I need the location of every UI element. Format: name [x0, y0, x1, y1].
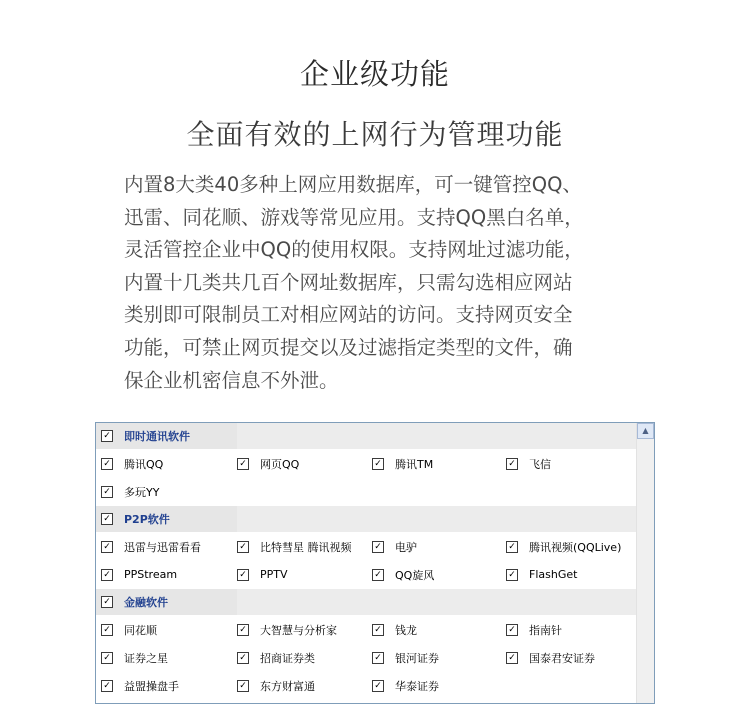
app-label: 东方财富通 — [260, 679, 315, 693]
app-item[interactable] — [372, 644, 439, 671]
app-row — [96, 644, 636, 672]
description-line: 类别即可限制员工对相应网站的访问。支持网页安全 — [124, 303, 573, 327]
app-checkbox[interactable]: ✓ — [506, 541, 518, 553]
vertical-scrollbar[interactable] — [636, 423, 654, 703]
app-item[interactable] — [372, 616, 417, 643]
app-label: 银河证券 — [395, 651, 439, 665]
app-item[interactable] — [237, 644, 315, 671]
app-checkbox[interactable]: ✓ — [237, 541, 249, 553]
category-label: 金融软件 — [124, 596, 168, 609]
app-label: 比特彗星 腾讯视频 — [260, 540, 352, 554]
app-checkbox[interactable]: ✓ — [237, 624, 249, 636]
category-header-fill — [237, 589, 636, 615]
app-item[interactable] — [372, 450, 433, 477]
app-row — [96, 672, 636, 700]
app-label: 钱龙 — [395, 623, 417, 637]
category-checkbox[interactable]: ✓ — [101, 430, 113, 442]
app-label: QQ旋风 — [395, 568, 435, 582]
app-label: 迅雷与迅雷看看 — [124, 540, 201, 554]
app-item[interactable] — [506, 561, 577, 588]
app-label: 证券之星 — [124, 651, 168, 665]
app-label: 腾讯QQ — [124, 457, 164, 471]
scroll-up-arrow-icon[interactable]: ▲ — [637, 423, 654, 439]
app-checkbox[interactable]: ✓ — [506, 458, 518, 470]
category-header-cell — [101, 423, 237, 449]
category-header-cell — [101, 506, 237, 532]
app-row — [96, 450, 636, 478]
app-checkbox[interactable]: ✓ — [372, 569, 384, 581]
category-label: 即时通讯软件 — [124, 430, 190, 443]
category-checkbox[interactable]: ✓ — [101, 596, 113, 608]
app-item[interactable] — [372, 561, 434, 588]
app-checkbox[interactable]: ✓ — [372, 624, 384, 636]
app-checkbox[interactable]: ✓ — [101, 680, 113, 692]
app-checkbox[interactable]: ✓ — [101, 652, 113, 664]
app-row — [96, 533, 636, 561]
app-item[interactable] — [237, 561, 288, 588]
app-item[interactable] — [506, 450, 551, 477]
page-subtitle: 全面有效的上网行为管理功能 — [186, 118, 564, 151]
app-row — [96, 616, 636, 644]
app-item[interactable] — [101, 644, 168, 671]
app-row — [96, 478, 636, 506]
description-line: 保企业机密信息不外泄。 — [124, 368, 339, 392]
app-item[interactable] — [506, 644, 595, 671]
app-label: 飞信 — [529, 457, 551, 471]
description-line: 内置十几类共几百个网址数据库，只需勾选相应网站 — [124, 270, 573, 294]
app-checkbox[interactable]: ✓ — [506, 569, 518, 581]
app-label: 大智慧与分析家 — [260, 623, 337, 637]
app-checkbox[interactable]: ✓ — [101, 569, 113, 581]
app-item[interactable] — [101, 616, 157, 643]
category-header-cell — [101, 589, 237, 615]
category-header-fill — [237, 423, 636, 449]
app-category-list — [96, 423, 636, 700]
app-label: FlashGet — [529, 568, 578, 581]
category-header-row — [96, 423, 636, 450]
app-checkbox[interactable]: ✓ — [101, 486, 113, 498]
app-label: PPStream — [124, 568, 178, 581]
app-checkbox[interactable]: ✓ — [372, 652, 384, 664]
app-item[interactable] — [237, 672, 315, 699]
app-label: PPTV — [260, 568, 288, 581]
app-checkbox[interactable]: ✓ — [237, 680, 249, 692]
description-line: 功能，可禁止网页提交以及过滤指定类型的文件，确 — [124, 335, 573, 359]
app-item[interactable] — [101, 450, 163, 477]
app-label: 电驴 — [395, 540, 417, 554]
app-checkbox[interactable]: ✓ — [506, 624, 518, 636]
app-label: 招商证券类 — [260, 651, 315, 665]
description-line: 灵活管控企业中QQ的使用权限。支持网址过滤功能， — [124, 238, 584, 262]
app-checkbox[interactable]: ✓ — [101, 624, 113, 636]
description-line: 迅雷、同花顺、游戏等常见应用。支持QQ黑白名单， — [124, 205, 584, 229]
app-checkbox[interactable]: ✓ — [237, 652, 249, 664]
app-item[interactable] — [101, 533, 201, 560]
app-item[interactable] — [237, 450, 299, 477]
category-header-fill — [237, 506, 636, 532]
description-line: 内置8大类40多种上网应用数据库，可一键管控QQ、 — [124, 173, 582, 196]
app-checkbox[interactable]: ✓ — [372, 458, 384, 470]
app-label: 腾讯TM — [395, 457, 434, 471]
app-label: 腾讯视频(QQLive) — [529, 540, 622, 554]
app-checkbox[interactable]: ✓ — [101, 541, 113, 553]
feature-description — [124, 169, 632, 397]
category-checkbox[interactable]: ✓ — [101, 513, 113, 525]
app-checkbox[interactable]: ✓ — [372, 541, 384, 553]
app-item[interactable] — [101, 672, 179, 699]
app-item[interactable] — [506, 616, 562, 643]
app-checkbox[interactable]: ✓ — [372, 680, 384, 692]
app-label: 同花顺 — [124, 623, 157, 637]
app-item[interactable] — [237, 616, 337, 643]
app-row — [96, 561, 636, 589]
category-label: P2P软件 — [124, 513, 170, 526]
app-label: 益盟操盘手 — [124, 679, 179, 693]
app-checkbox[interactable]: ✓ — [506, 652, 518, 664]
app-checkbox[interactable]: ✓ — [237, 458, 249, 470]
category-header-row — [96, 506, 636, 533]
app-item[interactable] — [372, 672, 439, 699]
app-item[interactable] — [101, 561, 177, 588]
app-item[interactable] — [101, 478, 159, 505]
app-label: 指南针 — [529, 623, 562, 637]
app-item[interactable] — [372, 533, 417, 560]
page-title: 企业级功能 — [299, 57, 450, 91]
app-category-list-panel — [95, 422, 655, 704]
app-label: 华泰证券 — [395, 679, 439, 693]
app-label: 网页QQ — [260, 457, 300, 471]
app-checkbox[interactable]: ✓ — [237, 569, 249, 581]
app-checkbox[interactable]: ✓ — [101, 458, 113, 470]
category-header-row — [96, 589, 636, 616]
app-label: 多玩YY — [124, 485, 160, 499]
app-item[interactable] — [506, 533, 621, 560]
app-label: 国泰君安证券 — [529, 651, 595, 665]
app-item[interactable] — [237, 533, 352, 560]
